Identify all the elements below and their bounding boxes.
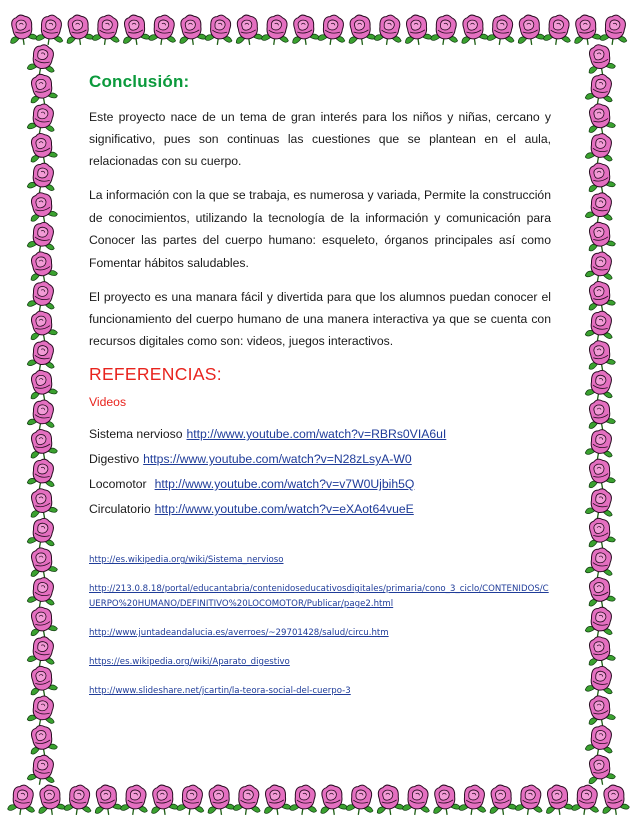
rose-icon <box>585 723 617 757</box>
rose-icon <box>27 309 59 343</box>
rose-icon <box>204 13 235 46</box>
references-heading: REFERENCIAS: <box>89 364 222 384</box>
rose-icon <box>585 457 617 491</box>
rose-icon <box>486 13 517 46</box>
rose-icon <box>176 783 207 816</box>
rose-icon <box>345 13 376 46</box>
rose-icon <box>63 13 94 46</box>
reference-link-1 <box>89 553 551 568</box>
video-label: Sistema nervioso <box>89 427 183 441</box>
rose-icon <box>35 13 66 46</box>
rose-icon <box>27 427 59 461</box>
rose-icon <box>585 368 617 402</box>
rose-icon <box>27 131 59 165</box>
rose-icon <box>27 605 59 639</box>
rose-icon <box>345 783 376 816</box>
rose-icon <box>261 783 292 816</box>
rose-icon <box>27 664 59 698</box>
rose-icon <box>204 783 235 816</box>
rose-icon <box>92 783 123 816</box>
reference-url[interactable]: http://www.slideshare.net/jcartin/la-teora-social-del-cuerpo-3 <box>89 686 351 696</box>
rose-icon <box>458 13 489 46</box>
rose-icon <box>374 783 405 816</box>
reference-link-2 <box>89 582 551 612</box>
rose-icon <box>585 309 617 343</box>
conclusion-heading: Conclusión: <box>89 72 190 91</box>
rose-icon <box>458 783 489 816</box>
rose-icon <box>92 13 123 46</box>
rose-icon <box>7 783 38 816</box>
rose-icon <box>289 13 320 46</box>
video-label: Locomotor <box>89 477 147 491</box>
rose-icon <box>176 13 207 46</box>
video-label: Circulatorio <box>89 502 151 516</box>
video-line-circulatorio <box>89 502 551 516</box>
video-line-digestivo <box>89 452 551 466</box>
rose-icon <box>585 250 617 284</box>
paragraph-1: Este proyecto nace de un tema de gran interés para los niños y niñas, cercano y significativo, pues son continuas las cuestiones que se plantean en el aula, relacionadas con su cuerpo. <box>89 110 551 168</box>
video-link-locomotor[interactable]: http://www.youtube.com/watch?v=v7W0Ujbih5Q <box>154 477 415 491</box>
rose-icon <box>148 13 179 46</box>
video-link-nervioso[interactable]: http://www.youtube.com/watch?v=RBRs0VIA6uI <box>186 427 447 441</box>
reference-url[interactable]: http://213.0.8.18/portal/educantabria/contenidoseducativosdigitales/primaria/cono_3_ciclo/CONTENIDOS/CUERPO%20HUMANO/DEFINITIVO%20LOCOMOTOR/Publicar/page2.html <box>89 584 549 609</box>
rose-icon <box>402 13 433 46</box>
reference-url[interactable]: http://es.wikipedia.org/wiki/Sistema_nervioso <box>89 555 284 565</box>
rose-icon <box>233 13 264 46</box>
reference-url[interactable]: http://www.juntadeandalucia.es/averroes/~29701428/salud/circu.htm <box>89 628 389 638</box>
rose-icon <box>430 783 461 816</box>
rose-icon <box>571 783 602 816</box>
rose-icon <box>148 783 179 816</box>
rose-icon <box>27 220 59 254</box>
rose-icon <box>27 635 59 669</box>
video-link-digestivo[interactable]: https://www.youtube.com/watch?v=N28zLsyA-W0 <box>143 452 412 466</box>
rose-icon <box>585 664 617 698</box>
rose-icon <box>27 339 59 373</box>
rose-icon <box>585 72 617 106</box>
video-label: Digestivo <box>89 452 140 466</box>
rose-icon <box>27 723 59 757</box>
video-line-nervioso <box>89 427 551 441</box>
rose-icon <box>585 546 617 580</box>
rose-icon <box>585 220 617 254</box>
rose-icon <box>317 783 348 816</box>
rose-icon <box>585 131 617 165</box>
rose-icon <box>486 783 517 816</box>
rose-icon <box>27 457 59 491</box>
rose-icon <box>585 161 617 195</box>
videos-label: Videos <box>89 395 127 409</box>
rose-icon <box>27 102 59 136</box>
rose-icon <box>585 338 617 372</box>
rose-icon <box>27 575 59 609</box>
rose-icon <box>585 279 617 313</box>
reference-link-4 <box>89 655 551 670</box>
rose-icon <box>430 13 461 46</box>
rose-icon <box>585 487 617 521</box>
rose-icon <box>27 190 59 224</box>
paragraph-3: El proyecto es una manara fácil y divertida para que los alumnos puedan conocer el funcionamiento del cuerpo humano de una manera interactiva ya que se cuenta con recursos digitales como son: videos, juegos interactivos. <box>89 290 551 348</box>
rose-icon <box>585 42 617 76</box>
video-link-circulatorio[interactable]: http://www.youtube.com/watch?v=eXAot64vueE <box>154 502 414 516</box>
rose-icon <box>585 398 617 432</box>
rose-icon <box>599 783 630 816</box>
rose-icon <box>261 13 292 46</box>
rose-icon <box>27 753 59 787</box>
rose-icon <box>27 398 59 432</box>
rose-icon <box>27 486 59 520</box>
rose-icon <box>27 250 59 284</box>
rose-icon <box>543 13 574 46</box>
rose-icon <box>120 13 151 46</box>
rose-icon <box>317 13 348 46</box>
rose-icon <box>63 783 94 816</box>
rose-icon <box>599 13 630 46</box>
rose-icon <box>27 72 59 106</box>
rose-icon <box>515 783 546 816</box>
reference-link-5 <box>89 684 551 699</box>
rose-icon <box>233 783 264 816</box>
reference-link-3 <box>89 626 551 641</box>
rose-icon <box>35 783 66 816</box>
rose-icon <box>585 575 617 609</box>
video-line-locomotor <box>89 477 551 491</box>
rose-icon <box>585 516 617 550</box>
rose-icon <box>27 161 59 195</box>
paragraph-2: La información con la que se trabaja, es numerosa y variada, Permite la construcción de conocimientos, utilizando la tecnología de la información y comunicación para Conocer las partes del cuerpo humano: esqueleto, órganos principales así como Fomentar hábitos saludables. <box>89 188 551 270</box>
rose-icon <box>585 102 617 136</box>
rose-icon <box>585 191 617 225</box>
rose-icon <box>27 368 59 402</box>
rose-icon <box>585 427 617 461</box>
rose-icon <box>374 13 405 46</box>
rose-icon <box>585 634 617 668</box>
rose-icon <box>289 783 320 816</box>
page-content <box>89 72 551 713</box>
rose-icon <box>585 694 617 728</box>
rose-icon <box>27 546 59 580</box>
rose-icon <box>515 13 546 46</box>
rose-icon <box>585 605 617 639</box>
rose-icon <box>571 13 602 46</box>
rose-icon <box>27 516 59 550</box>
rose-icon <box>27 694 59 728</box>
rose-icon <box>120 783 151 816</box>
rose-icon <box>7 13 38 46</box>
reference-url[interactable]: https://es.wikipedia.org/wiki/Aparato_digestivo <box>89 657 290 667</box>
rose-icon <box>27 43 59 77</box>
rose-icon <box>402 783 433 816</box>
rose-icon <box>585 753 617 787</box>
rose-icon <box>543 783 574 816</box>
rose-icon <box>27 279 59 313</box>
